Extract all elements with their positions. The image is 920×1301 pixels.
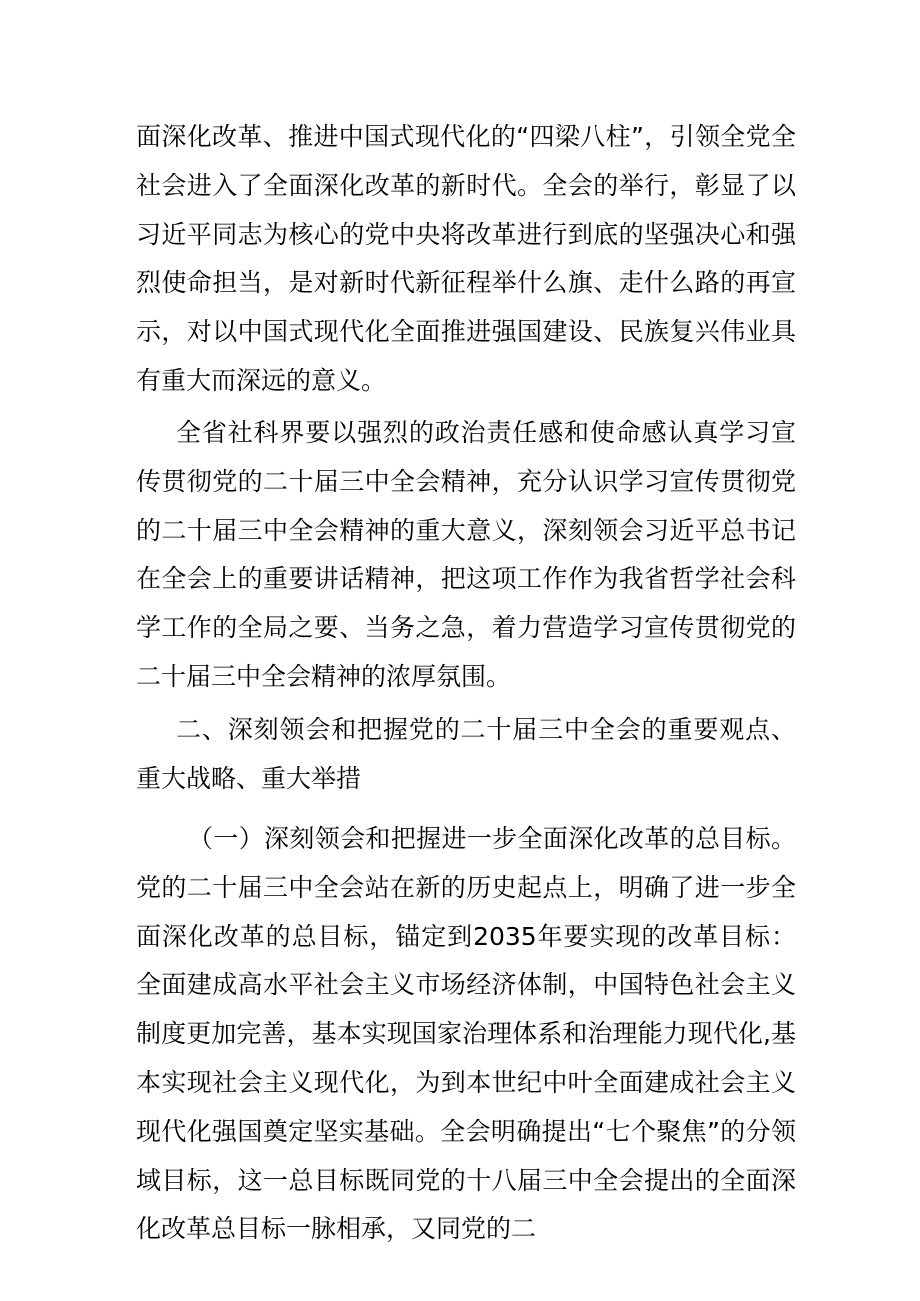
paragraph-overall-goal [136, 815, 796, 1254]
body-paragraph: 面深化改革、推进中国式现代化的“四梁八柱”，引领全党全社会进入了全面深化改革的新时代。全会的举行，彰显了以习近平同志为核心的党中央将改革进行到底的坚强决心和强烈使命担当，是对新时代新征程举什么旗、走什么路的再宣示，对以中国式现代化全面推进强国建设、民族复兴伟业具有重大而深远的意义。 [136, 122, 796, 395]
subsection-paragraph: （一）深刻领会和把握进一步全面深化改革的总目标。党的二十届三中全会站在新的历史起点上，明确了进一步全面深化改革的总目标，锚定到2035年要实现的改革目标：全面建成高水平社会主义市场经济体制，中国特色社会主义制度更加完善，基本实现国家治理体系和治理能力现代化,基本实现社会主义现代化，为到本世纪中叶全面建成社会主义现代化强国奠定坚实基础。全会明确提出“七个聚焦”的分领域目标，这一总目标既同党的十八届三中全会提出的全面深化改革总目标一脉相承，又同党的二 [136, 824, 796, 1244]
paragraph-study-propaganda [136, 409, 796, 702]
section-heading: 二、深刻领会和把握党的二十届三中全会的重要观点、重大战略、重大举措 [136, 715, 796, 793]
section-heading-two [136, 706, 796, 804]
paragraph-continuation [136, 113, 796, 406]
body-paragraph: 全省社科界要以强烈的政治责任感和使命感认真学习宣传贯彻党的二十届三中全会精神，充分认识学习宣传贯彻党的二十届三中全会精神的重大意义，深刻领会习近平总书记在全会上的重要讲话精神，把这项工作作为我省哲学社会科学工作的全局之要、当务之急，着力营造学习宣传贯彻党的二十届三中全会精神的浓厚氛围。 [136, 418, 796, 691]
